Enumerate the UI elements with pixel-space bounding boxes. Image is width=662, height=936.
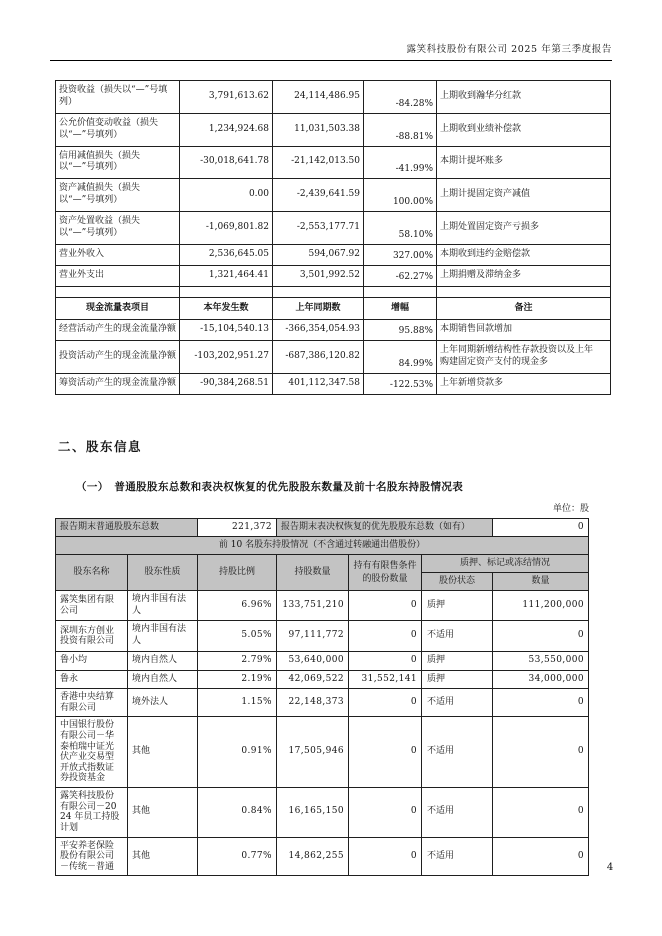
col-header-shareholder-name: 股东名称 [56,555,128,591]
change-note: 本期销售回款增加 [437,320,611,341]
shareholders-table [55,518,589,876]
spacer-cell [56,286,180,297]
shareholder-nature: 其他 [128,788,198,837]
common-shareholders-count: 221,372 [198,519,277,537]
shareholder-name: 鲁小均 [56,651,128,670]
preferred-shareholders-count: 0 [493,519,589,537]
current-amount: -15,104,540.13 [180,320,273,341]
pledge-status: 质押 [422,651,493,670]
item-label: 投资收益（损失以“—”号填列） [56,81,180,114]
item-label: 筹资活动产生的现金流量净额 [56,374,180,395]
shareholder-row [56,788,589,837]
shareholders-body [56,591,589,876]
shareholder-name: 露笑科技股份有限公司－2024 年员工持股计划 [56,788,128,837]
item-label: 公允价值变动收益（损失以“—”号填列） [56,113,180,146]
cashflow-row [56,374,611,395]
current-amount: -103,202,951.27 [180,341,273,374]
shareholder-nature: 境内非国有法人 [128,591,198,621]
prior-amount: -2,439,641.59 [273,179,364,212]
holding-ratio: 2.79% [198,651,277,670]
shareholder-summary-row [56,519,589,537]
current-amount: 0.00 [180,179,273,212]
holding-ratio: 1.15% [198,689,277,717]
cashflow-body [56,320,611,395]
cashflow-header-row [56,297,611,320]
item-label: 营业外收入 [56,244,180,265]
pledge-quantity: 111,200,000 [493,591,589,621]
prior-amount: -21,142,013.50 [273,146,364,179]
col-header-change: 增幅 [364,297,437,320]
shareholders-header-row-1 [56,555,589,573]
pledge-status: 质押 [422,670,493,689]
shares-held: 14,862,255 [277,837,349,876]
shareholder-row [56,837,589,876]
holding-ratio: 0.84% [198,788,277,837]
shares-held: 16,165,150 [277,788,349,837]
shareholder-row [56,670,589,689]
spacer-row [56,286,611,297]
pledge-quantity: 0 [493,717,589,788]
item-label: 资产减值损失（损失以“—”号填列） [56,179,180,212]
shareholder-nature: 其他 [128,837,198,876]
restricted-shares: 0 [349,591,422,621]
financial-item-row [56,113,611,146]
financial-item-row [56,81,611,114]
prior-amount: -366,354,054.93 [273,320,364,341]
holding-ratio: 5.05% [198,621,277,651]
col-header-cashflow-item: 现金流量表项目 [56,297,180,320]
shareholder-row [56,689,589,717]
change-percent: 100.00% [364,179,437,212]
restricted-shares: 0 [349,651,422,670]
financial-item-row [56,212,611,245]
col-header-restricted-shares: 持有有限售条件的股份数量 [349,555,422,591]
subsection-title: （一） 普通股股东总数和表决权恢复的优先股股东数量及前十名股东持股情况表 [76,481,464,493]
restricted-shares: 0 [349,621,422,651]
shareholder-nature: 境内自然人 [128,670,198,689]
col-header-pledge-status: 股份状态 [422,573,493,591]
shareholder-nature: 境内自然人 [128,651,198,670]
restricted-shares: 31,552,141 [349,670,422,689]
pledge-quantity: 34,000,000 [493,670,589,689]
col-header-holding-ratio: 持股比例 [198,555,277,591]
common-shareholders-label: 报告期末普通股股东总数 [56,519,198,537]
col-header-prior-year: 上年同期数 [273,297,364,320]
shares-held: 22,148,373 [277,689,349,717]
change-note: 上期收到业绩补偿款 [437,113,611,146]
current-amount: -30,018,641.78 [180,146,273,179]
holding-ratio: 2.19% [198,670,277,689]
shareholder-row [56,621,589,651]
spacer-cell [364,286,437,297]
change-percent: -84.28% [364,81,437,114]
shares-held: 42,069,522 [277,670,349,689]
change-percent: -88.81% [364,113,437,146]
item-label: 资产处置收益（损失以“—”号填列） [56,212,180,245]
change-note: 上年新增贷款多 [437,374,611,395]
pledge-status: 不适用 [422,788,493,837]
shareholder-name: 深圳东方创业投资有限公司 [56,621,128,651]
financial-item-row [56,265,611,286]
cashflow-row [56,320,611,341]
spacer-cell [180,286,273,297]
change-note: 本期收到违约金赔偿款 [437,244,611,265]
shareholder-nature: 其他 [128,717,198,788]
spacer-cell [437,286,611,297]
pledge-quantity: 53,550,000 [493,651,589,670]
spacer-cell [273,286,364,297]
financial-items-body [56,81,611,287]
section-title: 二、股东信息 [58,439,143,454]
change-note: 上期处置固定资产亏损多 [437,212,611,245]
col-header-shareholder-nature: 股东性质 [128,555,198,591]
shareholder-nature: 境外法人 [128,689,198,717]
restricted-shares: 0 [349,837,422,876]
pledge-status: 不适用 [422,837,493,876]
current-amount: 3,791,613.62 [180,81,273,114]
shares-held: 133,751,210 [277,591,349,621]
prior-amount: -687,386,120.82 [273,341,364,374]
col-header-pledge-quantity: 数量 [493,573,589,591]
change-percent: -62.27% [364,265,437,286]
financial-comparison-table [55,80,611,395]
prior-amount: 3,501,992.52 [273,265,364,286]
pledge-status: 质押 [422,591,493,621]
current-amount: 1,321,464.41 [180,265,273,286]
restricted-shares: 0 [349,689,422,717]
prior-amount: 11,031,503.38 [273,113,364,146]
current-amount: 1,234,924.68 [180,113,273,146]
pledge-status: 不适用 [422,717,493,788]
prior-amount: 594,067.92 [273,244,364,265]
shareholder-name: 香港中央结算有限公司 [56,689,128,717]
shareholder-name: 中国银行股份有限公司－华泰柏瑞中证光伏产业交易型开放式指数证券投资基金 [56,717,128,788]
shareholder-row [56,651,589,670]
document-header [50,41,612,61]
prior-amount: -2,553,177.71 [273,212,364,245]
item-label: 信用减值损失（损失以“—”号填列） [56,146,180,179]
shareholder-row [56,717,589,788]
shareholder-name: 露笑集团有限公司 [56,591,128,621]
pledge-quantity: 0 [493,837,589,876]
financial-item-row [56,146,611,179]
change-percent: 58.10% [364,212,437,245]
col-header-shares-held: 持股数量 [277,555,349,591]
preferred-shareholders-label: 报告期末表决权恢复的优先股股东总数（如有） [277,519,493,537]
report-title: 露笑科技股份有限公司 2025 年第三季度报告 [406,44,612,55]
item-label: 经营活动产生的现金流量净额 [56,320,180,341]
cashflow-row [56,341,611,374]
change-note: 上期捐赠及滞纳金多 [437,265,611,286]
top10-caption-row [56,537,589,555]
shares-held: 17,505,946 [277,717,349,788]
change-note: 上期计提固定资产减值 [437,179,611,212]
unit-label: 单位：股 [552,504,589,514]
prior-amount: 24,114,486.95 [273,81,364,114]
shareholder-row [56,591,589,621]
col-header-current-year: 本年发生数 [180,297,273,320]
item-label: 投资活动产生的现金流量净额 [56,341,180,374]
current-amount: 2,536,645.05 [180,244,273,265]
page-number: 4 [606,862,614,873]
shareholder-nature: 境内非国有法人 [128,621,198,651]
pledge-quantity: 0 [493,689,589,717]
change-percent: -41.99% [364,146,437,179]
change-percent: 95.88% [364,320,437,341]
change-note: 上期收到瀚华分红款 [437,81,611,114]
shares-held: 53,640,000 [277,651,349,670]
change-percent: -122.53% [364,374,437,395]
pledge-quantity: 0 [493,621,589,651]
change-note: 本期计提坏账多 [437,146,611,179]
change-note: 上年同期新增结构性存款投资以及上年购建固定资产支付的现金多 [437,341,611,374]
holding-ratio: 0.77% [198,837,277,876]
holding-ratio: 0.91% [198,717,277,788]
prior-amount: 401,112,347.58 [273,374,364,395]
pledge-status: 不适用 [422,689,493,717]
change-percent: 327.00% [364,244,437,265]
shareholder-name: 鲁永 [56,670,128,689]
shareholder-name: 平安养老保险股份有限公司－传统－普通 [56,837,128,876]
col-header-note: 备注 [437,297,611,320]
restricted-shares: 0 [349,788,422,837]
change-percent: 84.99% [364,341,437,374]
col-header-pledge-group: 质押、标记或冻结情况 [422,555,589,573]
financial-item-row [56,244,611,265]
restricted-shares: 0 [349,717,422,788]
current-amount: -90,384,268.51 [180,374,273,395]
holding-ratio: 6.96% [198,591,277,621]
financial-item-row [56,179,611,212]
current-amount: -1,069,801.82 [180,212,273,245]
top10-caption: 前 10 名股东持股情况（不含通过转融通出借股份） [56,537,589,555]
shares-held: 97,111,772 [277,621,349,651]
item-label: 营业外支出 [56,265,180,286]
pledge-quantity: 0 [493,788,589,837]
pledge-status: 不适用 [422,621,493,651]
